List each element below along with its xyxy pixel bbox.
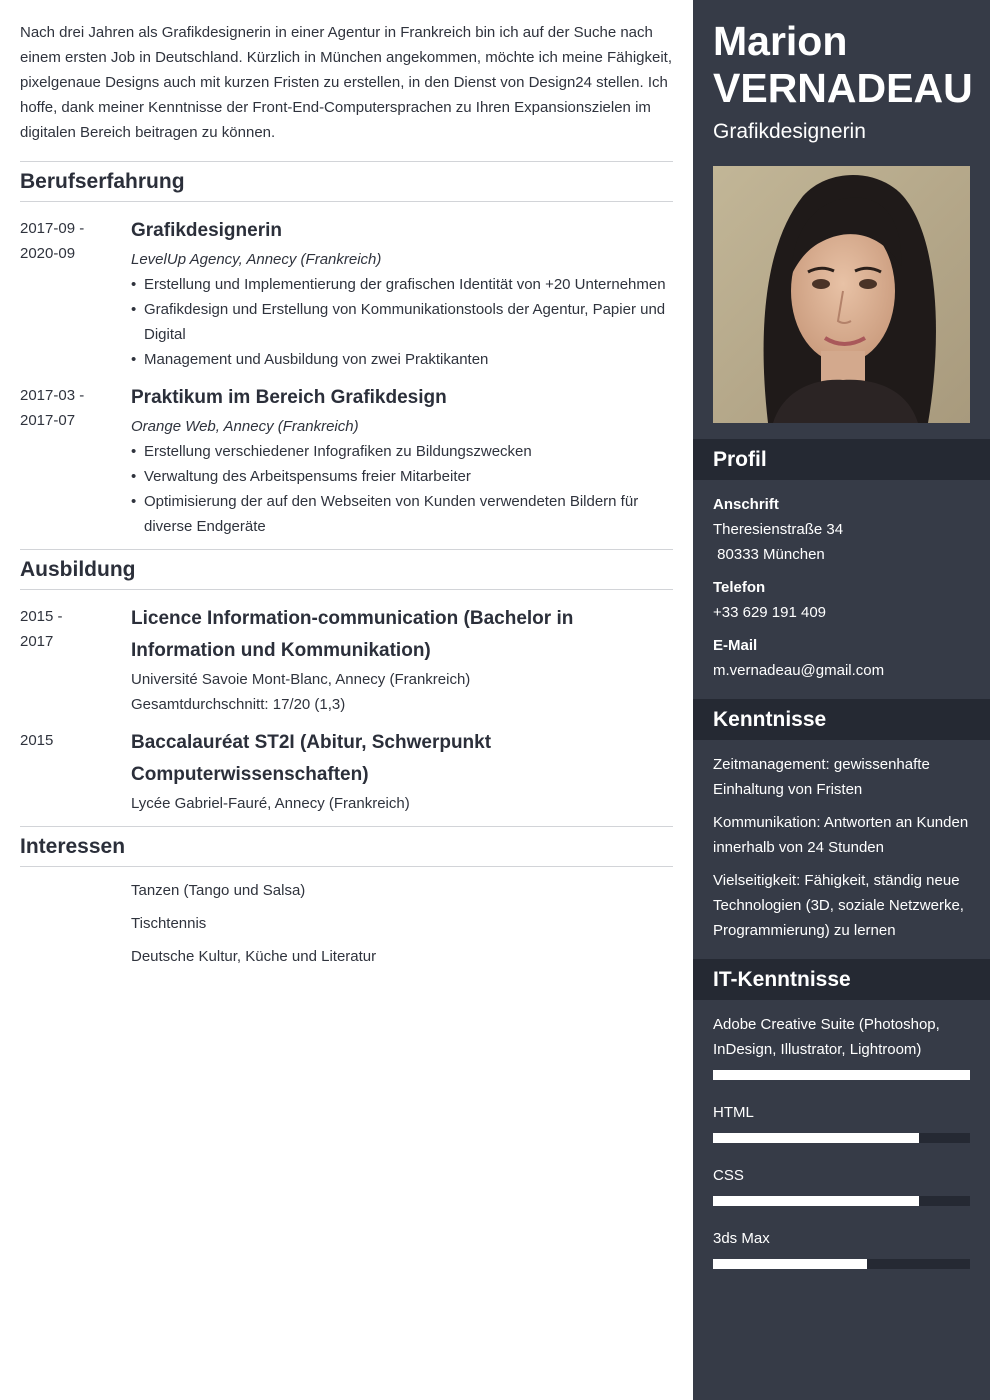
skill-item: Vielseitigkeit: Fähigkeit, ständig neue Technologien (3D, soziale Netzwerke, Programmierung) zu lernen bbox=[713, 872, 964, 939]
entry-company: Orange Web, Annecy (Frankreich) bbox=[131, 418, 359, 435]
it-skills-section bbox=[693, 1000, 990, 1297]
education-entry bbox=[20, 727, 673, 816]
profile-section bbox=[693, 480, 990, 699]
entry-line: Gesamtdurchschnitt: 17/20 (1,3) bbox=[131, 696, 346, 713]
entry-date: 2015 bbox=[20, 732, 54, 749]
entry-date: 2017-09 - 2020-09 bbox=[20, 220, 85, 262]
portrait-photo-icon bbox=[713, 166, 970, 423]
entry-title: Licence Information-communication (Bachelor in Information und Kommunikation) bbox=[131, 608, 574, 661]
skills-section bbox=[693, 740, 990, 959]
address-city: 80333 München bbox=[713, 546, 825, 563]
entry-title: Praktikum im Bereich Grafikdesign bbox=[131, 387, 447, 408]
it-skill-bar bbox=[713, 1070, 970, 1080]
it-skill-name: CSS bbox=[713, 1167, 744, 1184]
it-skill-name: Adobe Creative Suite (Photoshop, InDesign, Illustrator, Lightroom) bbox=[713, 1016, 940, 1058]
education-heading: Ausbildung bbox=[20, 549, 673, 590]
interests-heading: Interessen bbox=[20, 826, 673, 867]
it-skill-item bbox=[713, 1163, 970, 1206]
entry-bullet: • Verwaltung des Arbeitspensums freier Mitarbeiter bbox=[131, 464, 673, 489]
entry-date: 2015 - 2017 bbox=[20, 608, 63, 650]
it-skill-bar-fill bbox=[713, 1196, 919, 1206]
last-name: VERNADEAU bbox=[713, 65, 973, 111]
entry-title: Baccalauréat ST2I (Abitur, Schwerpunkt Computerwissenschaften) bbox=[131, 732, 492, 785]
entry-bullet: • Optimisierung der auf den Webseiten von Kunden verwendeten Bildern für diverse Endgeräte bbox=[131, 489, 673, 539]
phone-label: Telefon bbox=[713, 579, 766, 596]
skills-heading: Kenntnisse bbox=[693, 699, 990, 740]
main-column bbox=[20, 20, 673, 977]
entry-line: Université Savoie Mont-Blanc, Annecy (Frankreich) bbox=[131, 671, 471, 688]
profile-heading: Profil bbox=[693, 439, 990, 480]
skill-item: Zeitmanagement: gewissenhafte Einhaltung von Fristen bbox=[713, 756, 930, 798]
it-skill-bar bbox=[713, 1259, 970, 1269]
it-skill-bar-fill bbox=[713, 1070, 970, 1080]
interest-item: Tischtennis bbox=[131, 915, 207, 932]
job-title: Grafikdesignerin bbox=[713, 120, 866, 143]
experience-heading: Berufserfahrung bbox=[20, 161, 673, 202]
interest-item: Deutsche Kultur, Küche und Literatur bbox=[131, 948, 377, 965]
it-skill-item bbox=[713, 1226, 970, 1269]
entry-company: LevelUp Agency, Annecy (Frankreich) bbox=[131, 251, 382, 268]
summary-text: Nach drei Jahren als Grafikdesignerin in einer Agentur in Frankreich bin ich auf der Suche nach einem ersten Job in Deutschland. Kürzlich in München angekommen, möchte ich meine Fähigkeit, pixelgenaue Designs auch mit kurzen Fristen zu erstellen, in den Dienst von Design24 stellen. Ich hoffe, dank meiner Kenntnisse der Front-End-Computersprachen zu Ihren Expansionszielen im digitalen Bereich beitragen zu können. bbox=[20, 24, 673, 141]
entry-bullet: • Grafikdesign und Erstellung von Kommunikationstools der Agentur, Papier und Digital bbox=[131, 297, 673, 347]
it-skill-bar-fill bbox=[713, 1259, 867, 1269]
it-skill-item bbox=[713, 1012, 970, 1080]
entry-bullet: • Management und Ausbildung von zwei Praktikanten bbox=[131, 347, 673, 372]
entry-line: Lycée Gabriel-Fauré, Annecy (Frankreich) bbox=[131, 795, 410, 812]
email-value: m.vernadeau@gmail.com bbox=[713, 662, 885, 679]
skill-item: Kommunikation: Antworten an Kunden innerhalb von 24 Stunden bbox=[713, 814, 969, 856]
address-street: Theresienstraße 34 bbox=[713, 521, 844, 538]
it-skill-name: 3ds Max bbox=[713, 1230, 770, 1247]
entry-bullet: • Erstellung verschiedener Infografiken zu Bildungszwecken bbox=[131, 439, 673, 464]
entry-date: 2017-03 - 2017-07 bbox=[20, 387, 85, 429]
it-skill-bar-fill bbox=[713, 1133, 919, 1143]
experience-entry bbox=[20, 382, 673, 539]
interests-list bbox=[20, 867, 673, 969]
it-skill-bar bbox=[713, 1196, 970, 1206]
education-entry bbox=[20, 603, 673, 717]
it-skill-name: HTML bbox=[713, 1104, 754, 1121]
education-list bbox=[20, 590, 673, 816]
experience-list bbox=[20, 202, 673, 539]
interest-item: Tanzen (Tango und Salsa) bbox=[131, 882, 306, 899]
email-label: E-Mail bbox=[713, 637, 758, 654]
it-skills-heading: IT-Kenntnisse bbox=[693, 959, 990, 1000]
address-label: Anschrift bbox=[713, 496, 779, 513]
first-name: Marion bbox=[713, 18, 848, 64]
sidebar bbox=[693, 0, 990, 1400]
entry-bullet: • Erstellung und Implementierung der grafischen Identität von +20 Unternehmen bbox=[131, 272, 673, 297]
entry-title: Grafikdesignerin bbox=[131, 220, 282, 241]
it-skill-bar bbox=[713, 1133, 970, 1143]
experience-entry bbox=[20, 215, 673, 372]
it-skill-item bbox=[713, 1100, 970, 1143]
phone-value: +33 629 191 409 bbox=[713, 604, 827, 621]
full-name bbox=[693, 0, 990, 112]
